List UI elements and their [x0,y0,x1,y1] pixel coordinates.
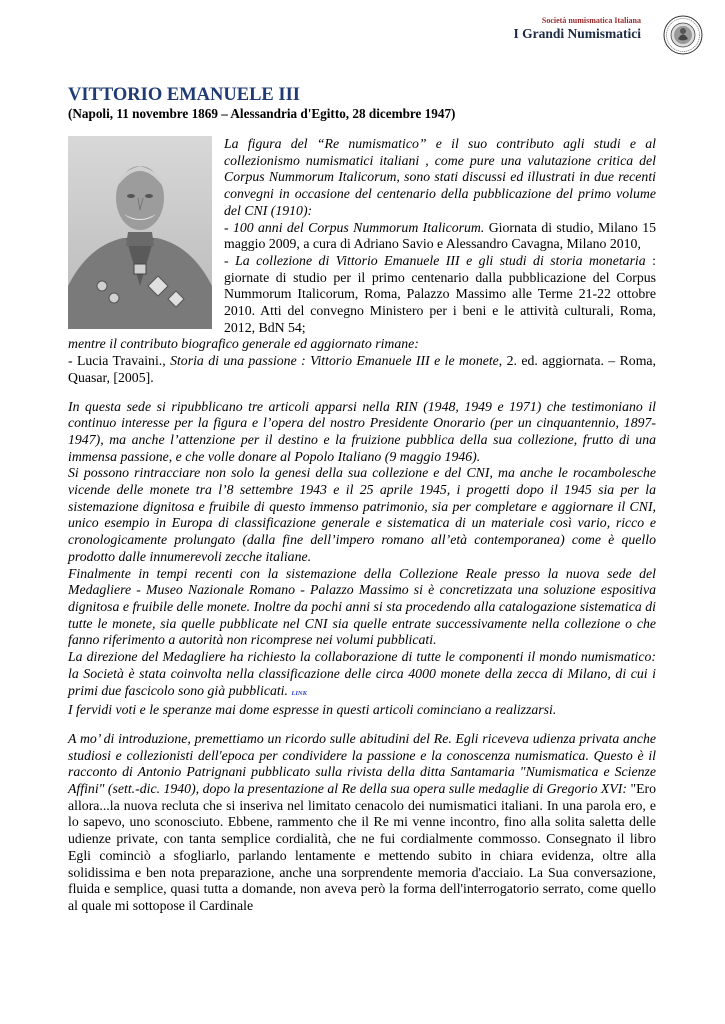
memoir-paragraph [68,731,656,915]
page-header [513,16,641,42]
article-body [68,84,656,915]
bio-title: Storia di una passione : Vittorio Emanuele III e le monete [170,353,499,369]
reference-2-title: - La collezione di Vittorio Emanuele III e gli studi di storia monetaria [224,252,646,268]
articles-paragraph-5: I fervidi voti e le speranze mai dome espresse in questi articoli cominciano a realizzarsi. [68,702,557,718]
reference-2-details: : giornate di studio per il primo centenario dalla pubblicazione del Corpus Nummorum Italicorum, Roma, Palazzo Massimo alle Terme 21-22 ottobre 2010. Atti del convegno Ministero per i beni e le attività culturali, Roma, 2012, BdN 54; [224,252,656,335]
memoir-intro: A mo’ di introduzione, premettiamo un ricordo sulle abitudini del Re. Egli riceveva udienza privata anche studiosi e collezionisti dell'epoca per condividere la passione e la conoscenza numismatica. Questo è il racconto di Antonio Patrignani pubblicato sulla rivista della ditta Santamaria "Numismatica e Scienze Affini" (sett.-dic. 1940), dopo la presentazione al Re della sua opera sulle medaglie di Gregorio XVI: [68,730,656,797]
society-seal-icon [663,15,703,55]
articles-paragraph-2: Si possono rintracciare non solo la genesi della sua collezione e del CNI, ma anche le rocambolesche vicende delle monete tra l’8 settembre 1943 e il 25 aprile 1945, i progetti dopo il 1945 sia per la sistemazione dignitosa e fruibile di questo immenso patrimonio, sia per completare e aggiornare il CNI, unico esempio in Europa di classificazione generale e sistematica di un materiale così vario, ricco e cronologicamente prolungato (dalla fine dell’impero romano all’età contemporanea) come è quello prodotto dalle innumerevoli zecche italiane. [68,465,656,564]
articles-paragraph-3: Finalmente in tempi recenti con la sistemazione della Collezione Reale presso la nuova sede del Medagliere - Museo Nazionale Romano - Palazzo Massimo si è concretizzata una soluzione espositiva dignitosa e fruibile delle monete. Inoltre da pochi anni si sta procedendo alla catalogazione sistematica di tutte le monete, sia quelle pubblicate nel CNI sia quelle entrate successivamente nella collezione o che fanno riferimento a autorità non ricomprese nei volumi pubblicati. [68,565,656,648]
intro-lead: La figura del “Re numismatico” e il suo contributo agli studi e al collezionismo numismatici italiani , come pure una valutazione critica del Corpus Nummorum Italicorum, sono stati discussi ed illustrati in due recenti convegni in occasione del centenario della pubblicazione del primo volume del CNI (1910): [224,136,656,218]
memoir-quote: "Ero allora...la nuova recluta che si inseriva nel limitato cenacolo dei numismatici italiani. In una parola ero, e lo sapevo, uno sconosciuto. Ebbene, rammento che il Re mi venne incontro, fino alla solita saletta delle udienze private, con tanta semplice cordialità, che ne fui cordialmente commosso. Consegnato il libro Egli cominciò a sfogliarlo, parlando lentamente e mettendo subito in chiara evidenza, oltre alla solidissima e ben nota preparazione, anche una sorprendente memoria d'acciaio. La Sua conversazione, fluida e semplice, quasi tutta a domande, non aveva però la forma dell'interrogatorio serrato, come quello al quale mi sottopose il Cardinale [68,781,656,913]
reference-1-title: - 100 anni del Corpus Nummorum Italicorum. [224,219,485,235]
page-subtitle: (Napoli, 11 novembre 1869 – Alessandria d'Egitto, 28 dicembre 1947) [68,106,456,121]
articles-paragraph-1: In questa sede si ripubblicano tre articoli apparsi nella RIN (1948, 1949 e 1971) che testimoniano il continuo interesse per la figura e l’opera del nostro Presidente Onorario (per un cinquantennio, 1897-1947), ma anche l’attenzione per il destino e la fruizione pubblica della sua collezione, frutto di una immensa passione, e che volle donare al Popolo Italiano (9 maggio 1946). [68,398,656,464]
reference-1-details: Giornata di studio, Milano 15 maggio 2009, a cura di Adriano Savio e Alessandro Cavagna, Milano 2010, [224,219,656,252]
articles-section [68,399,656,719]
society-name: Società numismatica Italiana [541,16,641,25]
series-title: I Grandi Numismatici [513,26,641,41]
portrait-photo [68,136,212,329]
bio-author: - Lucia Travaini., [68,353,171,369]
articles-paragraph-4: La direzione del Medagliere ha richiesto la collaborazione di tutte le componenti il mondo numismatico: la Società è stata coinvolta nella classificazione delle circa 4000 monete della zecca di Milano, di cui i primi due fascicolo sono già pubblicati. [68,649,656,698]
milan-fascicles-link[interactable]: LINK [291,689,307,697]
page-title: VITTORIO EMANUELE III [68,85,300,105]
bio-note: mentre il contributo biografico generale ed aggiornato rimane: [68,336,419,352]
bio-details: , 2. ed. aggiornata. – Roma, Quasar, [2005]. [68,353,656,385]
